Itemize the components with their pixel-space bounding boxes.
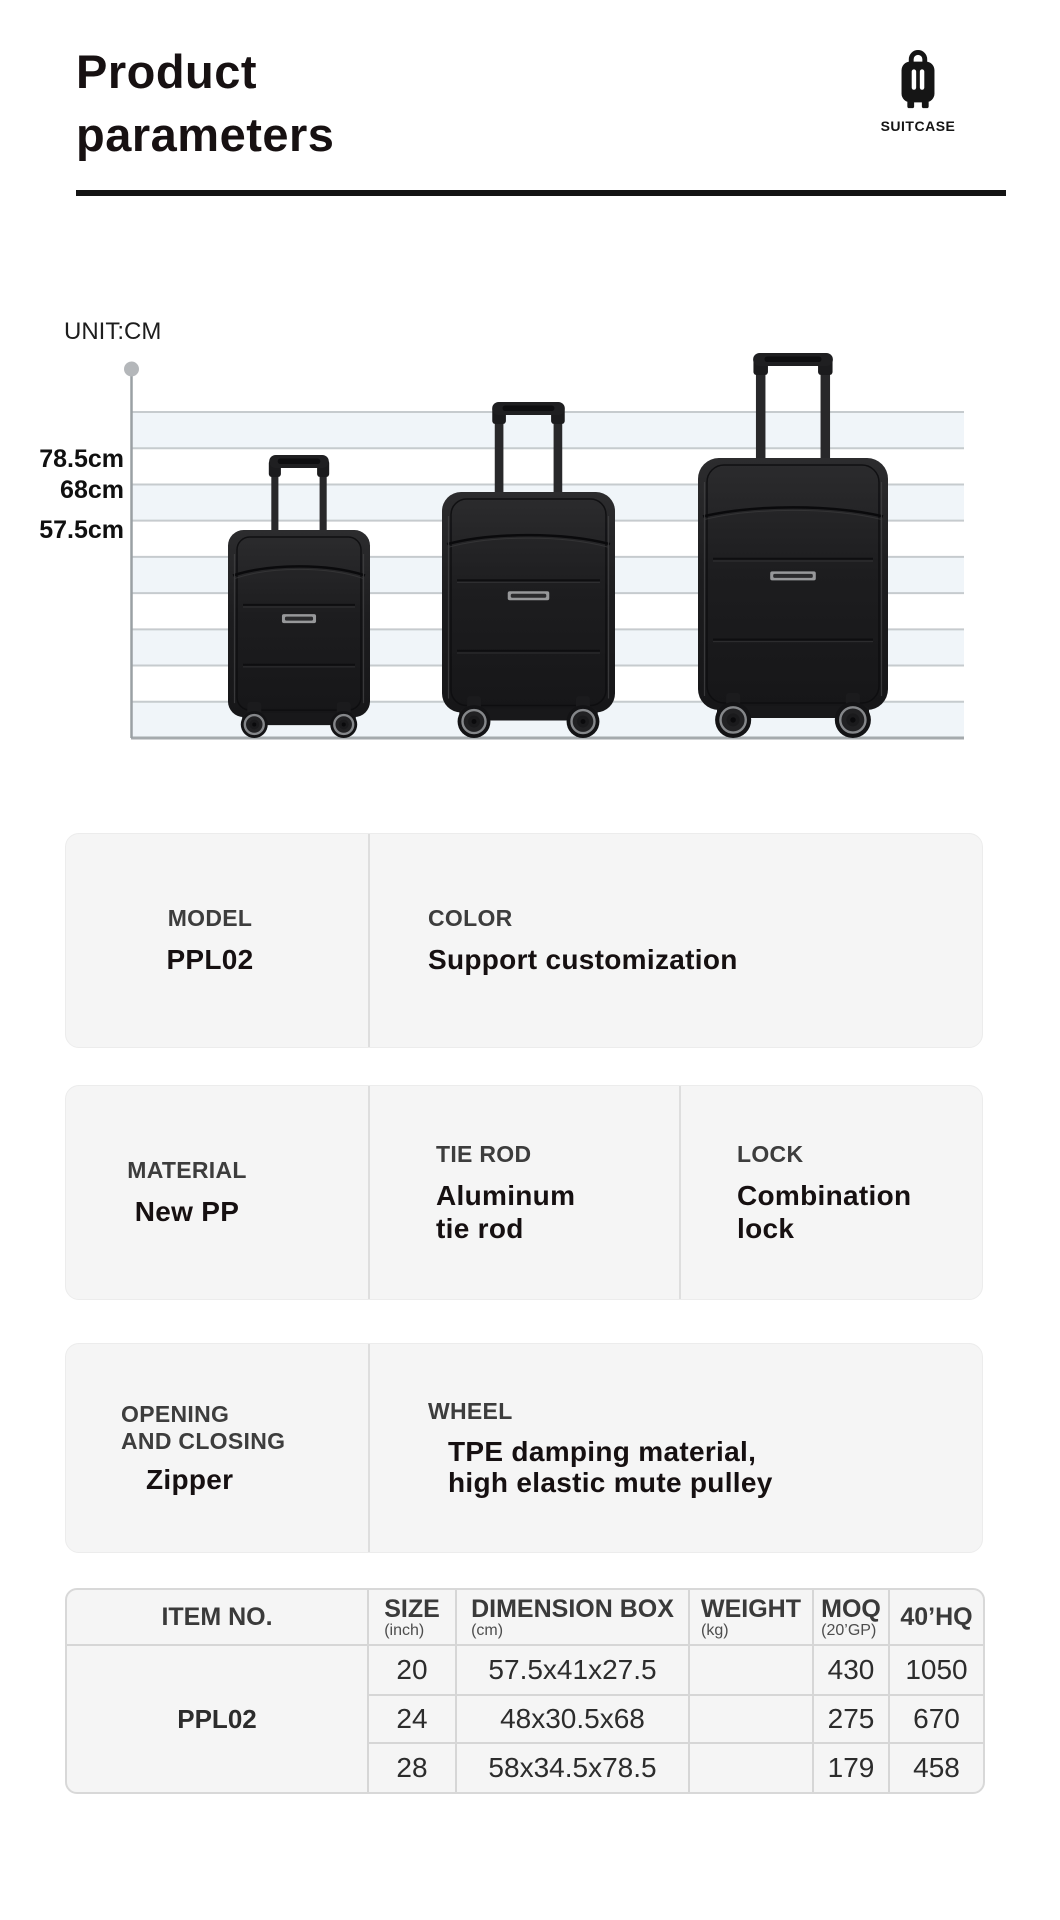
lock-cell [681,1086,982,1299]
wheel-value: TPE damping material, high elastic mute pulley [448,1436,773,1498]
size-chart [0,340,1060,757]
unit-label: UNIT:CM [64,318,162,345]
opening-value: Zipper [146,1463,234,1495]
col-header-40hq: 40’HQ [888,1590,983,1646]
lock-label: LOCK [737,1140,804,1167]
material-value: New PP [134,1196,240,1227]
color-label: COLOR [428,905,513,931]
suitcase-icon [898,50,938,112]
table-cell-dimension: 57.5x41x27.5 [455,1646,688,1696]
col-header-weight: WEIGHT (kg) [688,1590,812,1646]
wheel-cell [370,1344,982,1552]
page-title [76,40,334,166]
page-title-line2: parameters [76,108,335,161]
table-cell-moq: 430 [812,1646,888,1696]
tie-rod-value: Aluminum tie rod [436,1179,576,1244]
card-model-color [65,833,983,1048]
table-cell-moq: 179 [812,1744,888,1792]
table-cell-dimension: 48x30.5x68 [455,1696,688,1744]
item-no-value: PPL02 [177,1703,257,1734]
suitcase-icon-block [868,50,968,134]
table-cell-40hq: 1050 [888,1646,983,1696]
material-label: MATERIAL [127,1157,247,1183]
table-cell-size: 24 [367,1696,455,1744]
size-chart-svg [0,340,1060,752]
opening-label: OPENING AND CLOSING [121,1400,286,1454]
col-header-dimension-box: DIMENSION BOX (cm) [455,1590,688,1646]
color-cell [370,834,982,1047]
table-cell-weight [688,1696,812,1744]
height-label-large: 78.5cm [39,445,124,473]
opening-cell [66,1344,368,1552]
lock-value: Combination lock [737,1179,912,1244]
table-cell-40hq: 670 [888,1696,983,1744]
table-cell-weight [688,1744,812,1792]
table-cell-dimension: 58x34.5x78.5 [455,1744,688,1792]
tie-rod-cell [370,1086,679,1299]
col-header-item-no: ITEM NO. [67,1590,367,1646]
height-label-small: 57.5cm [39,516,124,544]
col-header-size: SIZE (inch) [367,1590,455,1646]
model-value: PPL02 [166,944,254,975]
header-divider [76,190,1006,196]
color-value: Support customization [428,944,738,975]
height-label-medium: 68cm [60,476,124,504]
table-cell-40hq: 458 [888,1744,983,1792]
table-cell-moq: 275 [812,1696,888,1744]
table-cell-size: 20 [367,1646,455,1696]
table-cell-size: 28 [367,1744,455,1792]
wheel-label: WHEEL [428,1398,513,1424]
col-header-moq: MOQ (20’GP) [812,1590,888,1646]
table-cell-weight [688,1646,812,1696]
spec-table [65,1588,985,1794]
suitcase-icon-caption: SUITCASE [880,118,956,134]
model-cell [66,834,368,1047]
tie-rod-label: TIE ROD [436,1140,532,1167]
card-material-tierod-lock [65,1085,983,1300]
page-title-line1: Product [76,45,258,98]
card-opening-wheel [65,1343,983,1553]
model-label: MODEL [167,905,253,931]
material-cell [66,1086,368,1299]
